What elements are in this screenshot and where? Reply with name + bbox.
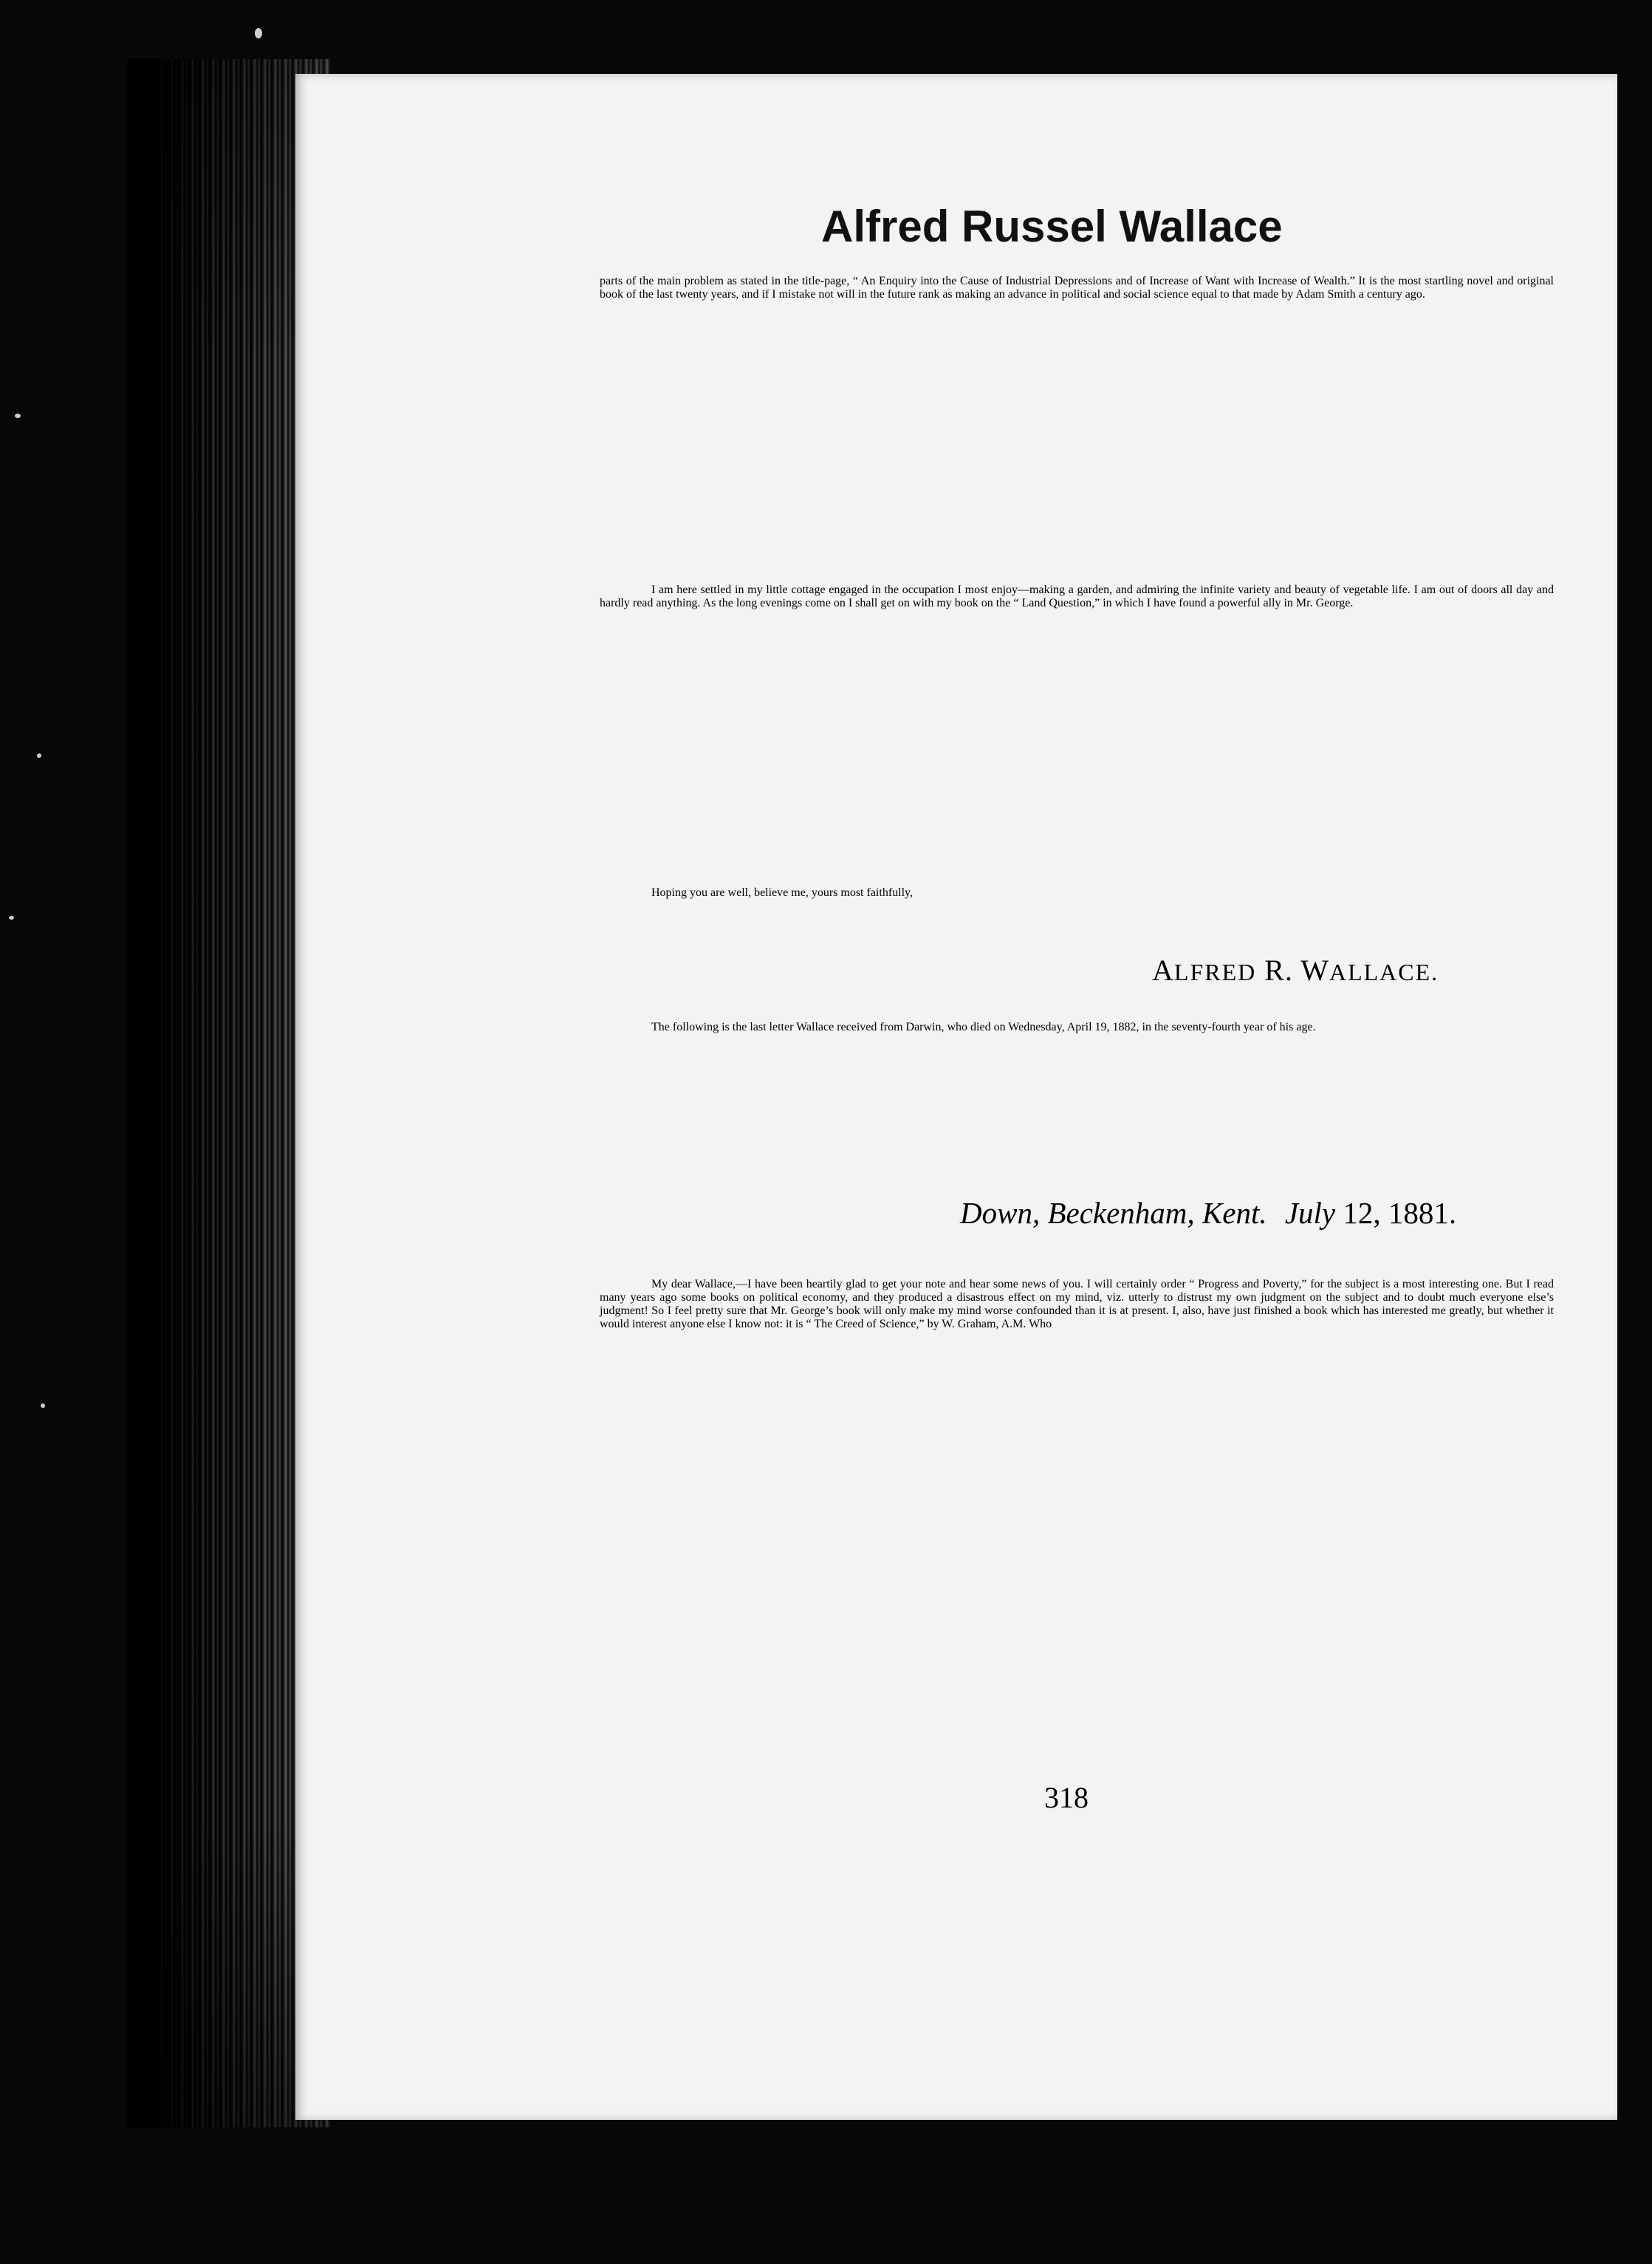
book-page (295, 74, 1617, 2120)
dateline-date: 12, 1881. (1343, 1196, 1457, 1230)
paragraph-darwin-letter: My dear Wallace,—I have been heartily glad to get your note and hear some news of you. I will certainly order “ Progress and Poverty,” for the subject is a most interesting one. But I read many years ago some books on political economy, and they produced a disastrous effect on my mind, viz. utterly to distrust my own judgment on the subject and to doubt much everyone else’s judgment! So I feel pretty sure that Mr. George’s book will only make my mind worse confounded than it is at present. I, also, have just finished a book which has interested me greatly, but whether it would interest anyone else I know not: it is “ The Creed of Science,” by W. Graham, A.M. Who (600, 1278, 1554, 1330)
page-number: 318 (1044, 1781, 1089, 1814)
running-head: Alfred Russel Wallace (821, 202, 1283, 251)
signature-last-initial: W (1300, 954, 1329, 987)
dateline-place: Down, Beckenham, Kent. (960, 1196, 1267, 1230)
signature-last-name: ALLACE. (1329, 959, 1439, 985)
signature-initial: A (1152, 954, 1174, 987)
paragraph-continuation: parts of the main problem as stated in the title-page, “ An Enquiry into the Cause of Industrial Depressions and of Increase of Want with Increase of Wealth.” It is the most startling novel and original book of the last twenty years, and if I mistake not will in the future rank as making an advance in political and social science equal to that made by Adam Smith a century ago. (600, 275, 1554, 301)
letter-dateline (960, 1195, 1456, 1231)
paragraph-darwin-intro: The following is the last letter Wallace received from Darwin, who died on Wednesday, April 19, 1882, in the seventy-fourth year of his age. (651, 1021, 1316, 1033)
signature-middle: R. (1256, 954, 1301, 987)
dateline-month: July (1284, 1196, 1336, 1230)
signature-first-name: LFRED (1173, 959, 1257, 985)
signature (1152, 953, 1439, 988)
paragraph-cottage: I am here settled in my little cottage engaged in the occupation I most enjoy—making a garden, and admiring the infinite variety and beauty of vegetable life. I am out of doors all day and hardly read anything. As the long evenings come on I shall get on with my book on the “ Land Question,” in which I have found a powerful ally in Mr. George. (600, 584, 1554, 609)
paragraph-closing: Hoping you are well, believe me, yours most faithfully, (651, 886, 913, 899)
